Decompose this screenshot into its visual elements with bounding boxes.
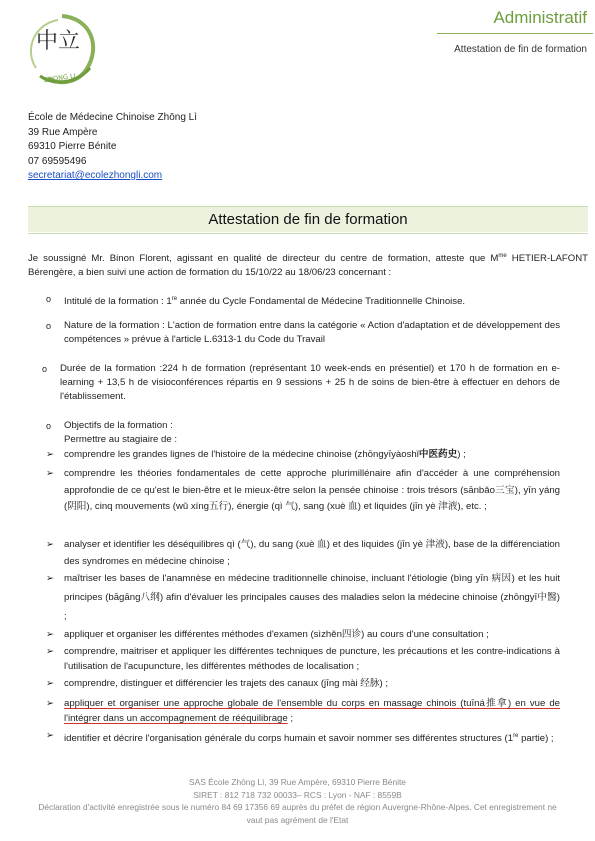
arrow-bullet-icon: ➢: [46, 629, 54, 640]
objective-text: comprendre, distinguer et différencier les trajets des canaux (jīng mài 经脉) ;: [64, 678, 389, 689]
intro-text-2: HETIER-LAFONT Bérengère, a bien suivi une action de formation du 15/10/22 au 18/06/23 concernant :: [28, 253, 589, 279]
item-text: L'action de formation entre dans la catégorie « Action d'adaptation et de développement des compétences » prévue à l'article L.6313-1 du Code du Travail: [64, 320, 560, 345]
sender-name: École de Médecine Chinoise Zhōng Lì: [28, 112, 197, 123]
objective-text: comprendre les grandes lignes de l'histoire de la médecine chinoise (zhōngyīyàoshǐ: [64, 449, 419, 460]
arrow-bullet-icon: ➢: [46, 539, 54, 550]
sender-street: 39 Rue Ampère: [28, 126, 98, 138]
header-title: Administratif: [493, 8, 587, 27]
item-label: Objectifs de la formation :: [64, 420, 173, 431]
objective-item: [46, 569, 560, 626]
arrow-bullet-icon: ➢: [46, 573, 54, 584]
sender-email-link[interactable]: secretariat@ecolezhongli.com: [28, 170, 163, 181]
document-title: Attestation de fin de formation: [208, 211, 408, 228]
item-text: 1: [163, 296, 172, 308]
objective-item: [46, 466, 560, 516]
intro-text-1: Je soussigné Mr. Binon Florent, agissant en qualité de directeur du centre de formation, atteste que M: [28, 253, 499, 265]
objective-text: comprendre les théories fondamentales de cette approche plurimillénaire afin d'accéder à une compréhension approfondie de ce qu'est le bien-être et le mieux-être selon la pensée chinoise : trois trésors (sānbǎo三宝), yīn yáng (阴阳), cinq mouvements (wǔ xíng五行), énergie (qì 气), sang (xuè 血) et liquides (jīn yè 津液), etc. ;: [64, 468, 560, 512]
sender-address-block: [28, 111, 197, 184]
arrow-bullet-icon: ➢: [46, 646, 54, 657]
arrow-bullet-icon: ➢: [46, 468, 54, 479]
document-title-banner: [28, 206, 588, 232]
list-item-intitule: [46, 292, 560, 309]
sender-phone: 07 69595496: [28, 155, 87, 167]
objective-text-end: ;: [287, 712, 294, 724]
footer-declaration: Déclaration d'activité enregistrée sous le numéro 84 69 17356 69 auprès du préfet de région Auvergne-Rhône-Alpes. Cet enregistrement ne vaut pas agrément de l'Etat: [38, 802, 557, 825]
page-footer: [30, 776, 565, 826]
objective-item: [46, 628, 560, 643]
list-item-duree: [42, 362, 560, 404]
logo-wordmark: ZHONG LI: [43, 71, 77, 85]
arrow-bullet-icon: ➢: [46, 698, 54, 709]
item-text: 224 h de formation (représentant 10 week-ends en présentiel) et 170 h de formation en e-learning + 13,5 h de visioconférences répartis en 9 sessions + 25 h de soins de bien-être à effectuer en dehors de l'établissement.: [60, 363, 560, 402]
objective-text: maîtriser les bases de l'anamnèse en médecine traditionnelle chinoise, incluant l'étiologie (bìng yīn 病因) et les huit principes (bāgāng八纲) afin d'évaluer les principales causes des maladies selon la médecine chinoise (zhōngyī中醫) ;: [64, 573, 560, 622]
footer-siret: SIRET : 812 718 732 00033– RCS : Lyon - NAF : 8559B: [193, 789, 402, 800]
arrow-bullet-icon: ➢: [46, 449, 54, 460]
arrow-bullet-icon: ➢: [46, 730, 54, 741]
header-subtitle: Attestation de fin de formation: [454, 44, 587, 55]
intro-paragraph: [28, 249, 588, 280]
objective-item: [46, 536, 560, 570]
bullet-icon: o: [46, 294, 52, 304]
list-item-objectifs: [46, 419, 560, 447]
item-sup: re: [171, 296, 178, 302]
item-text-2: année du Cycle Fondamental de Médecine Traditionnelle Chinoise.: [177, 296, 466, 308]
item-label: Nature de la formation :: [64, 320, 165, 331]
objective-text-underlined: appliquer et organiser une approche globale de l'ensemble du corps en massage chinois (tuīná推拿) en vue de l'intégrer dans un accompagnement de rééquilibrage: [64, 698, 560, 724]
logo-glyph-top: 中立: [35, 29, 81, 54]
item-label: Durée de la formation :: [60, 363, 163, 374]
objective-text: analyser et identifier les déséquilibres qì (气), du sang (xuè 血) et des liquides (jīn yè 津液), base de la différenciation des syndromes en médecine chinoise ;: [64, 539, 560, 567]
objective-item: [46, 697, 560, 726]
bullet-icon: o: [46, 321, 52, 331]
objective-text-end: ) ;: [457, 449, 466, 460]
header-divider: [437, 33, 593, 34]
objective-text: appliquer et organiser les différentes méthodes d'examen (sìzhěn四诊) au cours d'une consultation ;: [64, 629, 489, 640]
list-item-nature: [46, 319, 560, 347]
bullet-icon: o: [46, 421, 52, 431]
objective-text: comprendre, maitriser et appliquer les différentes techniques de puncture, les précautions et les contre-indications à l'utilisation de l'acupuncture, les différentes méthodes de localisation ;: [64, 646, 560, 672]
intro-sup: me: [498, 253, 507, 259]
objective-item: [46, 645, 560, 674]
objective-glyph: 中医药史: [418, 449, 458, 460]
item-text: Permettre au stagiaire de :: [64, 434, 178, 445]
objective-item: [46, 677, 560, 692]
objective-item: [46, 448, 560, 463]
objective-sup: re: [513, 733, 519, 739]
objective-item: [46, 729, 560, 747]
logo-emblem-icon: [20, 12, 100, 88]
objective-text: identifier et décrire l'organisation générale du corps humain et savoir nommer ses différentes structures (1: [64, 733, 514, 745]
objective-text-end: partie) ;: [518, 733, 554, 745]
footer-address: SAS École Zhōng Lì, 39 Rue Ampère, 69310 Pierre Bénite: [189, 777, 406, 787]
bullet-icon: o: [42, 364, 48, 374]
banner-divider: [28, 233, 588, 234]
sender-city: 69310 Pierre Bénite: [28, 141, 117, 152]
school-logo: [20, 12, 100, 88]
item-label: Intitulé de la formation :: [64, 296, 164, 308]
arrow-bullet-icon: ➢: [46, 678, 54, 689]
